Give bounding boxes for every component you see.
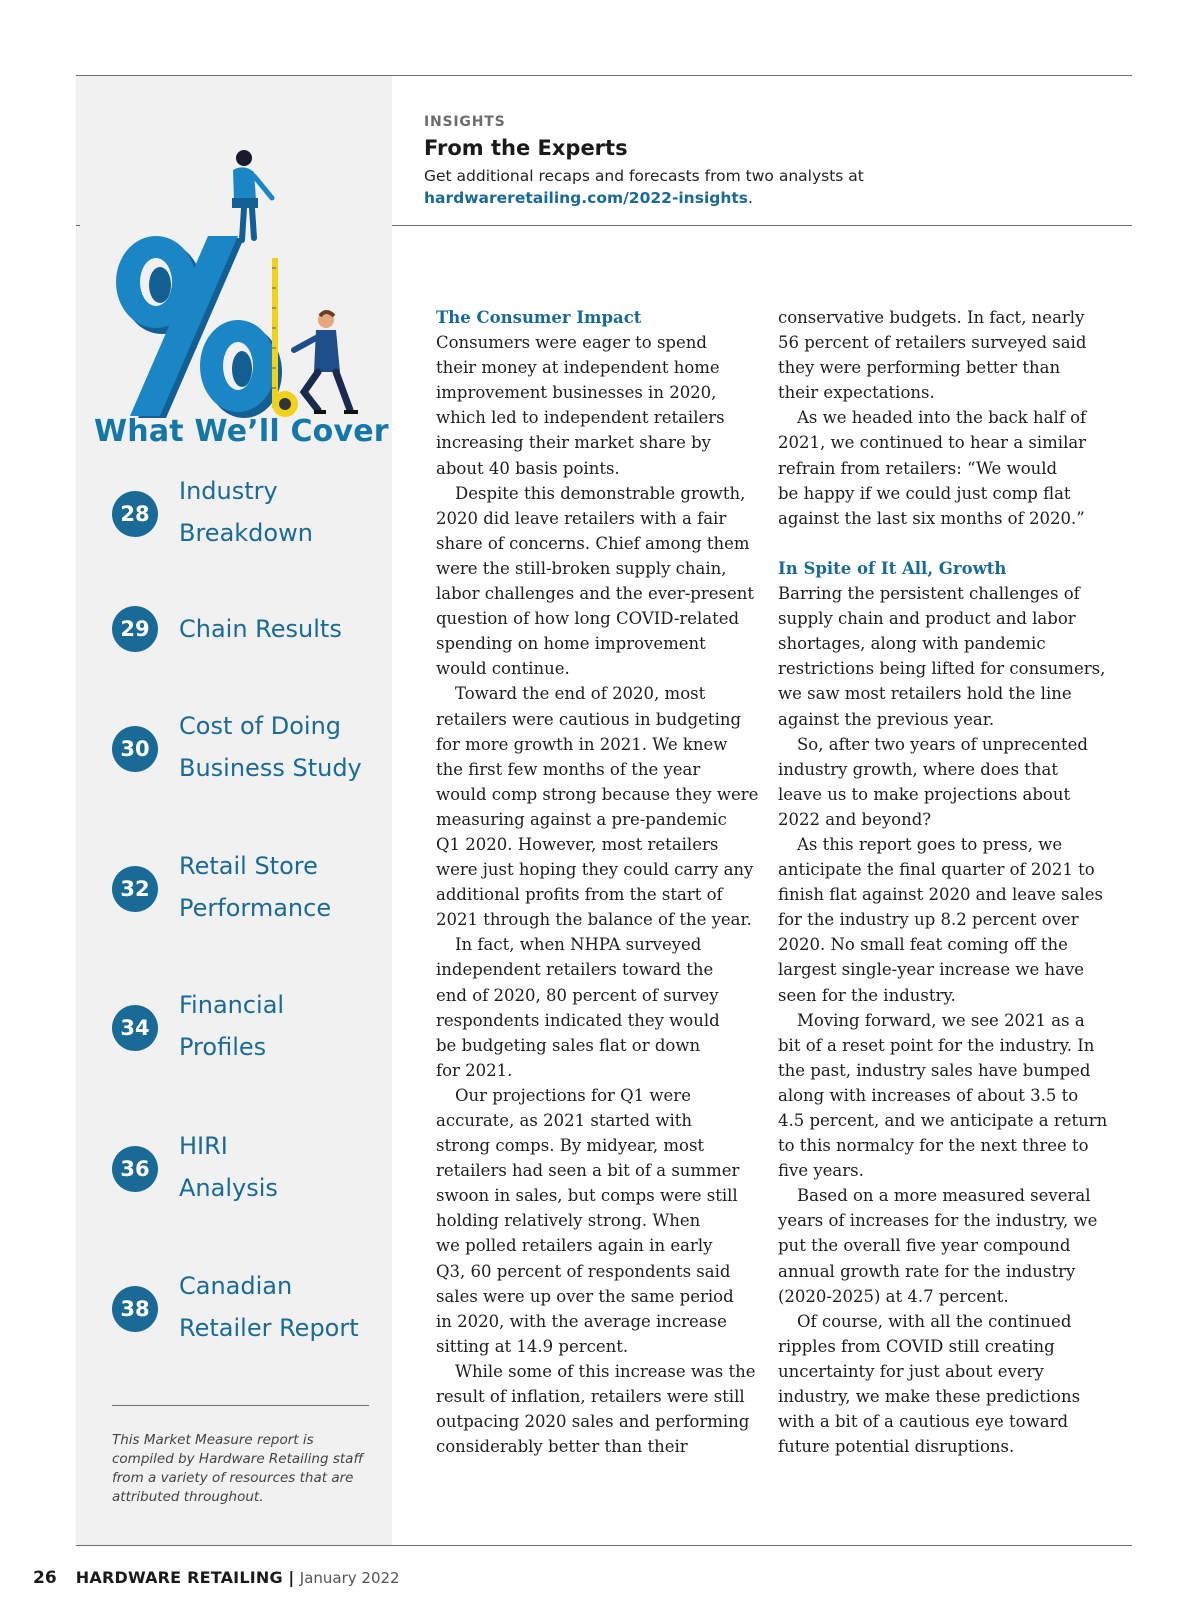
body-line: they were performing better than <box>778 358 1061 378</box>
body-line: Toward the end of 2020, most <box>455 684 706 704</box>
body-line: 56 percent of retailers surveyed said <box>778 333 1087 353</box>
body-line: Despite this demonstrable growth, <box>455 483 746 503</box>
body-line: retailers were cautious in budgeting <box>436 709 742 729</box>
toc-item-canadian-retailer-report[interactable] <box>112 1265 382 1355</box>
body-line: As this report goes to press, we <box>797 834 1063 854</box>
toc-label <box>179 1125 389 1209</box>
toc-page-number: 38 <box>112 1286 158 1332</box>
body-line: in 2020, with the average increase <box>436 1311 727 1331</box>
percent-illustration-icon <box>104 128 374 438</box>
toc-label-line1: Chain Results <box>179 615 342 643</box>
body-line: against the last six months of 2020.” <box>778 508 1085 528</box>
body-line: put the overall five year compound <box>778 1236 1071 1256</box>
body-line: 2022 and beyond? <box>778 809 932 829</box>
body-line: be budgeting sales flat or down <box>436 1035 701 1055</box>
body-line: holding relatively strong. When <box>436 1211 701 1231</box>
body-line: finish flat against 2020 and leave sales <box>778 885 1103 905</box>
toc-label-line2: Business Study <box>179 754 362 782</box>
body-line: their money at independent home <box>436 358 720 378</box>
body-line: respondents indicated they would <box>436 1010 720 1030</box>
page-number: 26 <box>33 1568 57 1588</box>
article-column-left <box>436 305 771 1459</box>
body-line: considerably better than their <box>436 1437 688 1457</box>
toc-item-cost-of-doing-business[interactable] <box>112 705 382 795</box>
insights-box <box>424 112 1124 209</box>
body-line: for the industry up 8.2 percent over <box>778 910 1079 930</box>
body-line: spending on home improvement <box>436 634 706 654</box>
paragraph-gap <box>778 531 1113 556</box>
body-line: the past, industry sales have bumped <box>778 1060 1091 1080</box>
body-line: Based on a more measured several <box>797 1186 1091 1206</box>
body-line: While some of this increase was the <box>455 1361 756 1381</box>
body-line: question of how long COVID-related <box>436 609 740 629</box>
toc-item-chain-results[interactable] <box>112 606 382 696</box>
section-heading: The Consumer Impact <box>436 308 642 327</box>
toc-page-number: 30 <box>112 726 158 772</box>
body-line: we polled retailers again in early <box>436 1236 713 1256</box>
body-line: sitting at 14.9 percent. <box>436 1336 629 1356</box>
body-line: strong comps. By midyear, most <box>436 1136 705 1156</box>
body-line: Consumers were eager to spend <box>436 333 707 353</box>
cover-title: What We’ll Cover <box>94 414 389 449</box>
body-line: were just hoping they could carry any <box>436 860 754 880</box>
magazine-name: HARDWARE RETAILING <box>75 1568 283 1587</box>
toc-label <box>179 705 389 789</box>
body-line: 2020. No small feat coming off the <box>778 935 1068 955</box>
left-tick <box>76 225 80 226</box>
insights-title: From the Experts <box>424 136 628 160</box>
toc-label-line2: Analysis <box>179 1174 278 1202</box>
body-line: In fact, when NHPA surveyed <box>455 935 702 955</box>
bottom-rule <box>76 1545 1132 1546</box>
sidebar-note: This Market Measure report is compiled by Hardware Retailing staff from a variety of resources that are attributed throughout. <box>112 1432 364 1505</box>
toc-label-line1: Retail Store <box>179 852 318 880</box>
body-line: accurate, as 2021 started with <box>436 1111 693 1130</box>
toc-item-industry-breakdown[interactable] <box>112 470 382 560</box>
body-line: Our projections for Q1 were <box>455 1085 691 1105</box>
body-line: 4.5 percent, and we anticipate a return <box>778 1111 1108 1130</box>
body-line: against the previous year. <box>778 709 995 729</box>
sidebar <box>76 76 392 1545</box>
body-line: the first few months of the year <box>436 759 701 779</box>
body-line: share of concerns. Chief among them <box>436 533 750 553</box>
body-line: future potential disruptions. <box>778 1437 1015 1457</box>
toc-label-line1: Financial <box>179 991 285 1019</box>
toc-page-number: 36 <box>112 1146 158 1192</box>
insights-link[interactable]: hardwareretailing.com/2022-insights <box>424 189 749 207</box>
toc-label <box>179 845 389 929</box>
body-line: improvement businesses in 2020, <box>436 383 717 403</box>
toc-label <box>179 1265 389 1349</box>
body-line: 2020 did leave retailers with a fair <box>436 508 727 528</box>
toc-label-line2: Profiles <box>179 1033 267 1061</box>
body-line: along with increases of about 3.5 to <box>778 1085 1079 1105</box>
sidebar-divider <box>112 1405 369 1406</box>
body-line: Barring the persistent challenges of <box>778 584 1080 604</box>
body-line: additional profits from the start of <box>436 885 723 905</box>
toc-label-line1: Cost of Doing <box>179 712 342 740</box>
toc-item-financial-profiles[interactable] <box>112 984 382 1074</box>
body-line: As we headed into the back half of <box>797 408 1087 428</box>
body-line: we saw most retailers hold the line <box>778 684 1072 704</box>
body-line: annual growth rate for the industry <box>778 1261 1076 1281</box>
footer-separator: | <box>282 1568 300 1587</box>
issue-date: January 2022 <box>299 1569 400 1587</box>
body-line: anticipate the final quarter of 2021 to <box>778 860 1095 880</box>
body-line: five years. <box>778 1161 864 1181</box>
body-line: conservative budgets. In fact, nearly <box>778 308 1085 327</box>
toc-item-hiri-analysis[interactable] <box>112 1125 382 1215</box>
toc-label-line1: HIRI <box>179 1132 228 1160</box>
body-line: 2021, we continued to hear a similar <box>778 433 1087 453</box>
body-line: Of course, with all the continued <box>797 1311 1072 1331</box>
body-line: 2021 through the balance of the year. <box>436 910 752 930</box>
body-line: leave us to make projections about <box>778 784 1071 804</box>
body-line: their expectations. <box>778 383 935 403</box>
insights-link-period: . <box>748 189 753 207</box>
toc-label <box>179 470 389 554</box>
body-line: refrain from retailers: “We would <box>778 458 1058 478</box>
toc-page-number: 28 <box>112 491 158 537</box>
body-line: supply chain and product and labor <box>778 609 1076 629</box>
toc-label-line1: Industry <box>179 477 278 505</box>
toc-label-line2: Breakdown <box>179 519 313 547</box>
body-line: measuring against a pre-pandemic <box>436 809 727 829</box>
body-line: were the still-broken supply chain, <box>436 558 727 578</box>
article-column-right <box>778 305 1113 1459</box>
insights-text <box>424 165 1124 209</box>
body-line: Moving forward, we see 2021 as a <box>797 1010 1085 1030</box>
body-line: be happy if we could just comp flat <box>778 483 1071 503</box>
insights-kicker: INSIGHTS <box>424 114 506 130</box>
toc-page-number: 32 <box>112 866 158 912</box>
toc-label-line2: Retailer Report <box>179 1314 359 1342</box>
toc-page-number: 34 <box>112 1005 158 1051</box>
body-line: (2020-2025) at 4.7 percent. <box>778 1286 1009 1306</box>
body-line: bit of a reset point for the industry. In <box>778 1035 1095 1055</box>
body-line: end of 2020, 80 percent of survey <box>436 985 719 1005</box>
body-line: uncertainty for just about every <box>778 1361 1044 1381</box>
body-line: would continue. <box>436 659 570 679</box>
section-heading: In Spite of It All, Growth <box>778 558 1007 578</box>
insights-body: Get additional recaps and forecasts from two analysts at <box>424 167 864 185</box>
body-line: outpacing 2020 sales and performing <box>436 1412 750 1432</box>
body-line: ripples from COVID still creating <box>778 1336 1055 1356</box>
body-line: restrictions being lifted for consumers, <box>778 659 1106 679</box>
body-line: to this normalcy for the next three to <box>778 1136 1089 1156</box>
toc-item-retail-store-performance[interactable] <box>112 845 382 935</box>
body-line: increasing their market share by <box>436 433 711 453</box>
body-line: Q1 2020. However, most retailers <box>436 834 719 854</box>
body-line: which led to independent retailers <box>436 408 725 428</box>
body-line: would comp strong because they were <box>436 784 759 804</box>
body-line: labor challenges and the ever-present <box>436 584 754 604</box>
body-line: for 2021. <box>436 1060 513 1080</box>
body-line: So, after two years of unprecented <box>797 734 1088 754</box>
toc-label-line2: Performance <box>179 894 332 922</box>
toc-label-line1: Canadian <box>179 1272 293 1300</box>
toc-label <box>179 608 389 650</box>
body-line: swoon in sales, but comps were still <box>436 1186 738 1206</box>
body-line: largest single-year increase we have <box>778 960 1085 980</box>
page-footer <box>33 1568 400 1588</box>
body-line: retailers had seen a bit of a summer <box>436 1161 740 1181</box>
body-line: sales were up over the same period <box>436 1286 734 1306</box>
body-line: for more growth in 2021. We knew <box>436 734 728 754</box>
toc-page-number: 29 <box>112 606 158 652</box>
body-line: industry growth, where does that <box>778 759 1059 779</box>
body-line: result of inflation, retailers were still <box>436 1387 745 1407</box>
body-line: about 40 basis points. <box>436 458 620 478</box>
toc-label <box>179 984 389 1068</box>
body-line: seen for the industry. <box>778 985 956 1005</box>
body-line: Q3, 60 percent of respondents said <box>436 1261 731 1281</box>
body-line: industry, we make these predictions <box>778 1387 1081 1407</box>
body-line: shortages, along with pandemic <box>778 634 1046 654</box>
body-line: independent retailers toward the <box>436 960 714 980</box>
body-line: years of increases for the industry, we <box>778 1211 1098 1231</box>
body-line: with a bit of a cautious eye toward <box>778 1412 1069 1432</box>
insights-rule <box>392 225 1132 226</box>
